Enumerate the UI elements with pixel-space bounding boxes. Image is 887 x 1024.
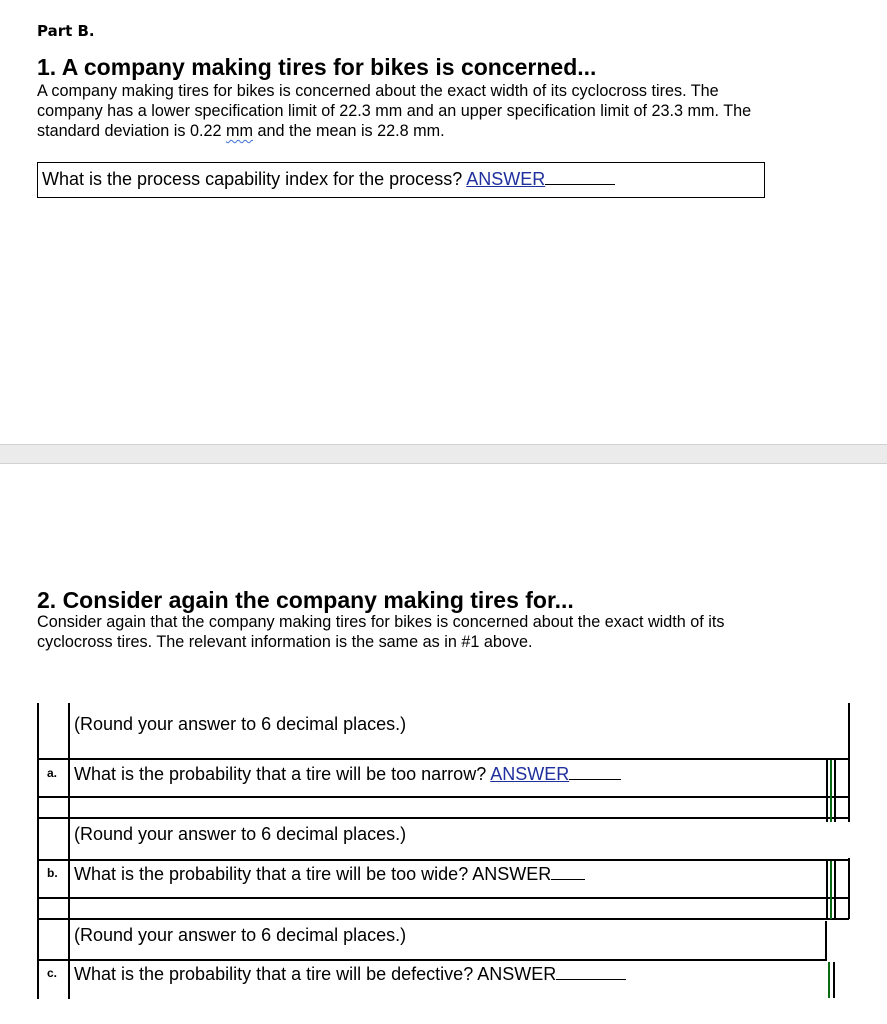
part-c-answer-blank[interactable] bbox=[556, 963, 626, 980]
part-a-answer-blank[interactable] bbox=[569, 763, 621, 780]
table-label-divider bbox=[68, 703, 70, 999]
q1-title: 1. A company making tires for bikes is concerned... bbox=[37, 54, 597, 80]
q1-answer-link[interactable]: ANSWER bbox=[466, 169, 546, 189]
part-a-label: a. bbox=[47, 766, 58, 780]
part-b-row bbox=[74, 863, 585, 885]
part-c-question: What is the probability that a tire will be defective? bbox=[74, 964, 474, 984]
table-right-border-mid bbox=[848, 858, 850, 919]
q2-title: 2. Consider again the company making tires for... bbox=[37, 587, 574, 613]
marker-b-2 bbox=[830, 861, 832, 919]
part-a-answer-link[interactable]: ANSWER bbox=[490, 764, 570, 784]
q1-body-line-3-pre: standard deviation is 0.22 bbox=[37, 122, 222, 140]
marker-b-1 bbox=[826, 861, 828, 919]
row-line-5 bbox=[37, 897, 849, 899]
part-a-row bbox=[74, 763, 621, 785]
row-line-6 bbox=[37, 918, 849, 920]
marker-a-1 bbox=[826, 760, 828, 822]
marker-b-3 bbox=[834, 861, 836, 919]
table-left-border bbox=[37, 703, 39, 999]
round-note-a: (Round your answer to 6 decimal places.) bbox=[74, 714, 407, 734]
part-b-answer-label[interactable]: ANSWER bbox=[472, 864, 552, 884]
row-line-2 bbox=[37, 796, 849, 798]
q1-body bbox=[37, 81, 837, 141]
q1-body-line-1: A company making tires for bikes is concerned about the exact width of its cyclocross tires. The bbox=[37, 82, 719, 100]
round-note-b: (Round your answer to 6 decimal places.) bbox=[74, 824, 407, 844]
q1-unit-mm: mm bbox=[225, 122, 253, 140]
marker-c-2 bbox=[833, 962, 835, 998]
page-separator bbox=[0, 444, 887, 464]
q1-body-line-2: company has a lower specification limit of 22.3 mm and an upper specification limit of 23.3 mm. The bbox=[37, 102, 752, 120]
q1-question: What is the process capability index for the process? bbox=[42, 169, 463, 189]
marker-a-3 bbox=[834, 760, 836, 822]
table-right-border-bottom bbox=[825, 921, 827, 961]
part-label: Part B. bbox=[37, 22, 95, 40]
part-b-question: What is the probability that a tire will be too wide? bbox=[74, 864, 469, 884]
part-a-question: What is the probability that a tire will be too narrow? bbox=[74, 764, 487, 784]
row-line-4 bbox=[37, 859, 849, 861]
q2-body bbox=[37, 612, 837, 652]
q1-question-box bbox=[37, 162, 765, 198]
table-right-border-top bbox=[848, 703, 850, 822]
marker-c-1 bbox=[828, 962, 830, 998]
row-line-1 bbox=[37, 758, 849, 760]
marker-a-2 bbox=[830, 760, 832, 822]
part-c-label: c. bbox=[47, 966, 58, 980]
part-b-label: b. bbox=[47, 866, 58, 880]
part-c-row bbox=[74, 963, 626, 985]
row-line-7 bbox=[37, 959, 826, 961]
part-c-answer-label[interactable]: ANSWER bbox=[477, 964, 557, 984]
q2-body-line-2: cyclocross tires. The relevant information is the same as in #1 above. bbox=[37, 633, 533, 651]
round-note-c: (Round your answer to 6 decimal places.) bbox=[74, 925, 407, 945]
row-line-3 bbox=[37, 817, 849, 819]
q1-body-line-3-post: and the mean is 22.8 mm. bbox=[257, 122, 445, 140]
part-b-answer-blank[interactable] bbox=[551, 863, 585, 880]
q2-body-line-1: Consider again that the company making tires for bikes is concerned about the exact width of its bbox=[37, 613, 725, 631]
q1-body-line-3 bbox=[37, 121, 837, 141]
q1-answer-blank[interactable] bbox=[545, 168, 615, 185]
